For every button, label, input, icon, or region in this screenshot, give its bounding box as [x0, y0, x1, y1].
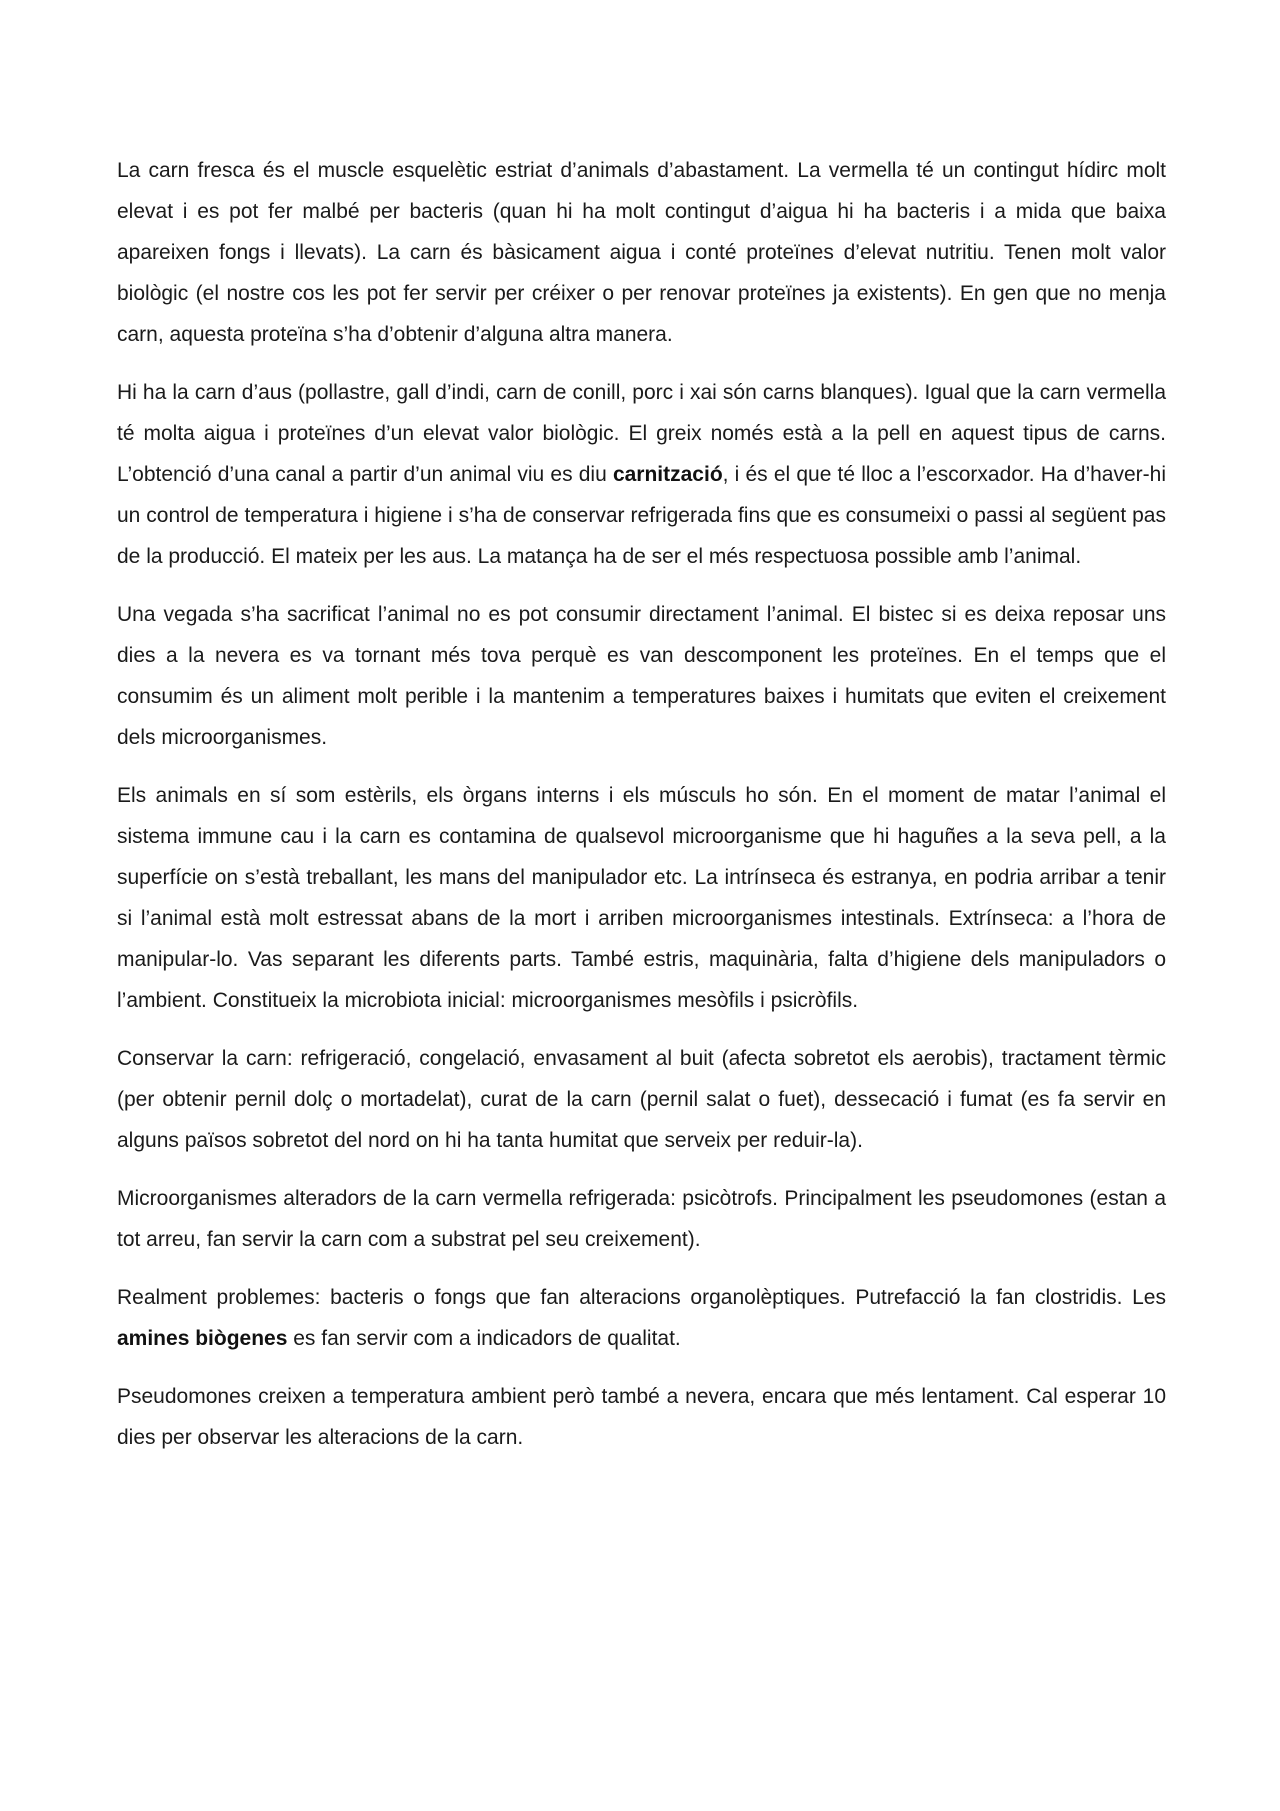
- paragraph-7: [117, 1277, 1166, 1359]
- bold-term-amines-biogenes: amines biògenes: [117, 1327, 288, 1350]
- paragraph-text: Una vegada s’ha sacrificat l’animal no es pot consumir directament l’animal. El bistec si es deixa reposar uns dies a la nevera es va tornant més tova perquè es van descomponent les proteïnes. En el temps que el consumim és un aliment molt perible i la mantenim a temperatures baixes i humitats que eviten el creixement dels microorganismes.: [117, 603, 1166, 749]
- paragraph-text: , i és el que té lloc a l’escorxador. Ha d’haver-hi un control de temperatura i higiene i s’ha de conservar refrigerada fins que es consumeixi o passi al següent pas de la producció. El mateix per les aus. La matança ha de ser el més respectuosa possible amb l’animal.: [117, 463, 1166, 568]
- paragraph-3: [117, 594, 1166, 758]
- paragraph-5: [117, 1038, 1166, 1161]
- paragraph-text: Els animals en sí som estèrils, els òrgans interns i els músculs ho són. En el moment de matar l’animal el sistema immune cau i la carn es contamina de qualsevol microorganisme que hi haguñes a la seva pell, a la superfície on s’està treballant, les mans del manipulador etc. La intrínseca és estranya, en podria arribar a tenir si l’animal està molt estressat abans de la mort i arriben microorganismes intestinals. Extrínseca: a l’hora de manipular-lo. Vas separant les diferents parts. També estris, maquinària, falta d’higiene dels manipuladors o l’ambient. Constitueix la microbiota inicial: microorganismes mesòfils i psicròfils.: [117, 784, 1166, 1012]
- paragraph-text: Microorganismes alteradors de la carn vermella refrigerada: psicòtrofs. Principalment les pseudomones (estan a tot arreu, fan servir la carn com a substrat pel seu creixement).: [117, 1187, 1166, 1251]
- paragraph-text: Hi ha la carn d’aus (pollastre, gall d’indi, carn de conill, porc i xai són carns blanques). Igual que la carn vermella té molta aigua i proteïnes d’un elevat valor biològic. El greix només està a la pell en aquest tipus de carns. L’obtenció d’una canal a partir d’un animal viu es diu: [117, 381, 1166, 486]
- paragraph-text: La carn fresca és el muscle esquelètic estriat d’animals d’abastament. La vermella té un contingut hídirc molt elevat i es pot fer malbé per bacteris (quan hi ha molt contingut d’aigua hi ha bacteris i a mida que baixa apareixen fongs i llevats). La carn és bàsicament aigua i conté proteïnes d’elevat nutritiu. Tenen molt valor biològic (el nostre cos les pot fer servir per créixer o per renovar proteïnes ja existents). En gen que no menja carn, aquesta proteïna s’ha d’obtenir d’alguna altra manera.: [117, 159, 1166, 346]
- bold-term-carnitzacio: carnització: [612, 463, 723, 486]
- paragraph-4: [117, 775, 1166, 1021]
- paragraph-text: Realment problemes: bacteris o fongs que fan alteracions organolèptiques. Putrefacció la fan clostridis. Les: [117, 1286, 1166, 1309]
- paragraph-6: [117, 1178, 1166, 1260]
- paragraph-text: es fan servir com a indicadors de qualitat.: [287, 1327, 681, 1350]
- paragraph-8: [117, 1376, 1166, 1458]
- paragraph-text: Conservar la carn: refrigeració, congelació, envasament al buit (afecta sobretot els aerobis), tractament tèrmic (per obtenir pernil dolç o mortadelat), curat de la carn (pernil salat o fuet), dessecació i fumat (es fa servir en alguns països sobretot del nord on hi ha tanta humitat que serveix per reduir-la).: [117, 1047, 1166, 1152]
- paragraph-1: [117, 150, 1166, 355]
- paragraph-2: [117, 372, 1166, 577]
- paragraph-text: Pseudomones creixen a temperatura ambient però també a nevera, encara que més lentament. Cal esperar 10 dies per observar les alteracions de la carn.: [117, 1385, 1166, 1449]
- document-body: [117, 150, 1166, 1475]
